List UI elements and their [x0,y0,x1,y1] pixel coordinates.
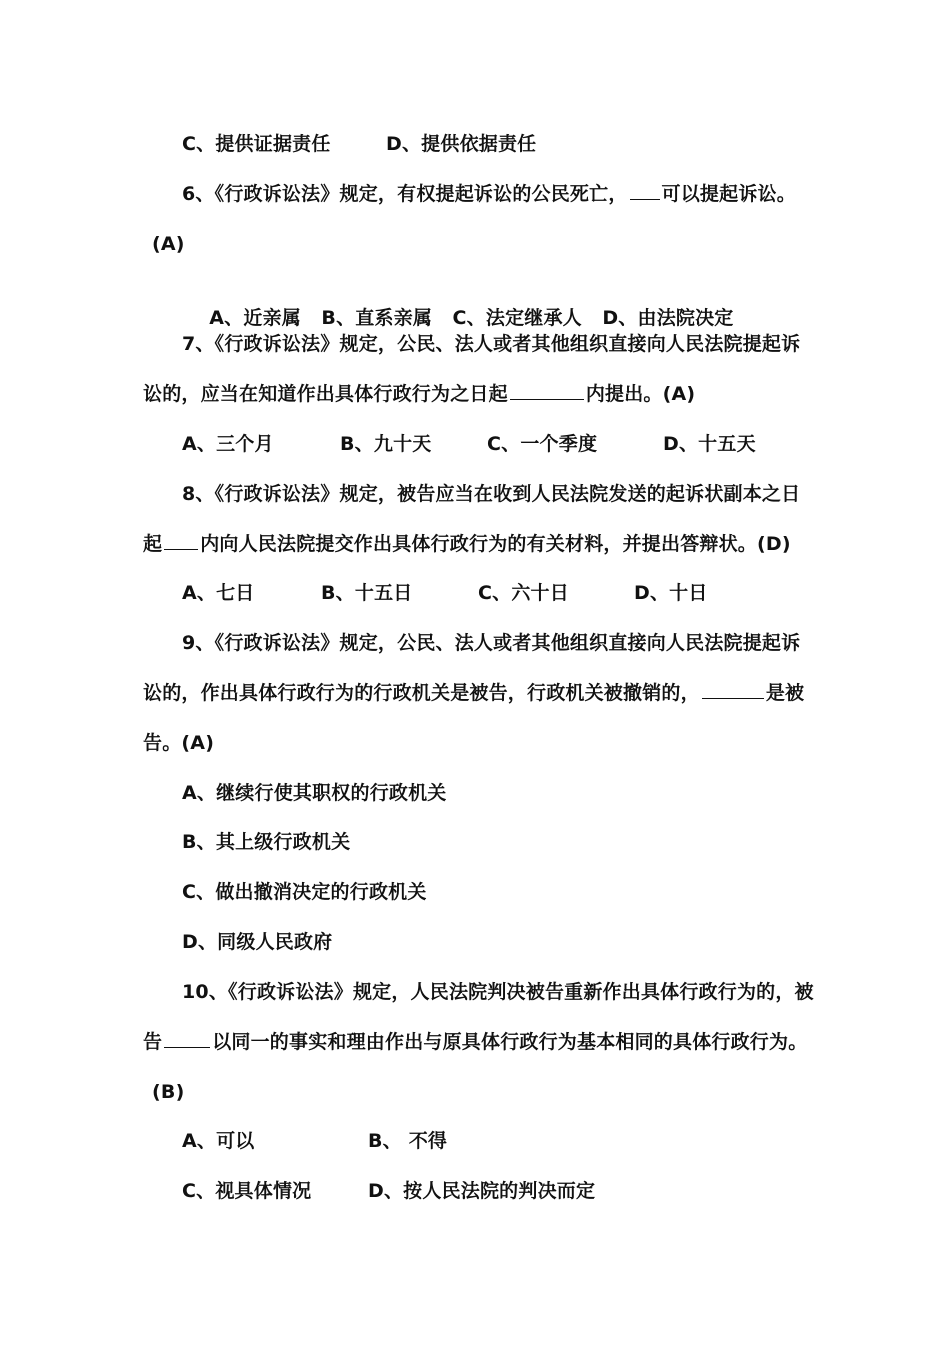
q9-option-c-text: C、做出撤消决定的行政机关 [182,881,427,903]
q7-line1 [182,332,800,356]
q10-option-c [182,1179,311,1203]
q7-option-c [487,432,597,456]
q9-option-d-text: D、同级人民政府 [182,931,333,953]
q8-line2-before: 起 [143,533,163,555]
q6-text-after: 可以提起诉讼。 [661,183,796,205]
q8-option-a-text: A、七日 [182,582,255,604]
q9-option-d [182,930,332,954]
q9-line3-text: 告。(A) [143,732,215,754]
q9-line3 [143,731,214,755]
q7-option-d [663,432,756,456]
q7-option-a-text: A、三个月 [182,433,274,455]
q8-line1-text: 8、《行政诉讼法》规定，被告应当在收到人民法院发送的起诉状副本之日 [182,483,801,505]
q7-option-b-text: B、九十天 [340,433,432,455]
q9-line1-text: 9、《行政诉讼法》规定，公民、法人或者其他组织直接向人民法院提起诉 [182,632,801,654]
q5-option-d: D、提供依据责任 [386,133,537,155]
q7-line1-text: 7、《行政诉讼法》规定，公民、法人或者其他组织直接向人民法院提起诉 [182,333,801,355]
q8-line2-after: 内向人民法院提交作出具体行政行为的有关材料，并提出答辩状。(D) [200,533,791,555]
q7-line2-after: 内提出。(A) [585,383,696,405]
q10-answer-text: (B) [152,1081,185,1103]
q10-answer [152,1080,184,1104]
q7-option-c-text: C、一个季度 [487,433,598,455]
q7-line2-before: 讼的，应当在知道作出具体行政行为之日起 [143,383,508,405]
q10-line1-text: 10、《行政诉讼法》规定，人民法院判决被告重新作出具体行政行为的，被 [182,981,814,1003]
q9-option-a [182,781,447,805]
q9-line2 [143,681,804,705]
q6-options-text: A、近亲属 B、直系亲属 C、法定继承人 D、由法院决定 [209,307,734,329]
q7-option-b [340,432,431,456]
q8-line2 [143,532,791,556]
q8-option-b-text: B、十五日 [321,582,413,604]
q10-option-a-text: A、可以 [182,1130,255,1152]
q6-answer [152,232,185,256]
q10-option-c-text: C、视具体情况 [182,1180,312,1202]
q10-option-d-text: D、按人民法院的判决而定 [368,1180,596,1202]
q10-option-b-text: B、 不得 [368,1130,448,1152]
q8-option-c [478,581,569,605]
q10-line1 [182,980,814,1004]
q6-question [182,182,796,206]
q5-option-d-row [386,132,536,156]
q8-option-b [321,581,412,605]
q5-option-c: C、提供证据责任 [182,133,331,155]
q7-option-a [182,432,274,456]
q9-option-b-text: B、其上级行政机关 [182,831,351,853]
q9-line2-before: 讼的，作出具体行政行为的行政机关是被告，行政机关被撤销的， [143,682,700,704]
q8-option-d-text: D、十日 [634,582,708,604]
q5-options-row [182,132,331,156]
q9-blank [702,697,764,699]
q9-line2-after: 是被 [765,682,805,704]
q10-option-a [182,1129,255,1153]
q10-blank [164,1046,210,1048]
q8-blank [164,548,198,550]
q10-option-b [368,1129,447,1153]
q7-blank [510,398,584,400]
q9-option-b [182,830,350,854]
q9-line1 [182,631,800,655]
q9-option-a-text: A、继续行使其职权的行政机关 [182,782,447,804]
q10-line2 [143,1030,807,1054]
q8-option-a [182,581,255,605]
q6-text-before: 6、《行政诉讼法》规定，有权提起诉讼的公民死亡， [182,183,628,205]
q7-option-d-text: D、十五天 [663,433,756,455]
q10-option-d [368,1179,595,1203]
q8-option-c-text: C、六十日 [478,582,569,604]
q8-line1 [182,482,800,506]
q8-option-d [634,581,708,605]
q6-blank [630,198,660,200]
q9-option-c [182,880,427,904]
q10-line2-after: 以同一的事实和理由作出与原具体行政行为基本相同的具体行政行为。 [212,1031,808,1053]
q10-line2-before: 告 [143,1031,163,1053]
q6-answer-text: (A) [152,233,185,255]
q7-line2 [143,382,695,406]
